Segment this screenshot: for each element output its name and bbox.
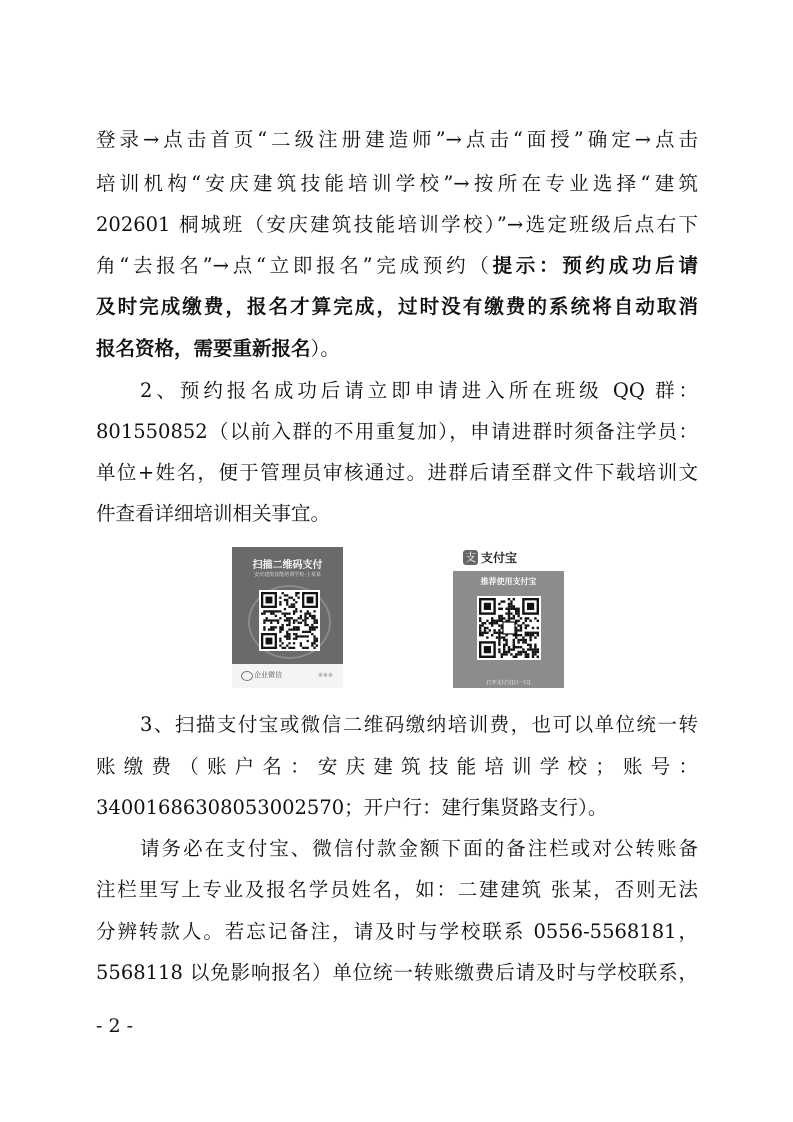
text-line-bold: 及时完成缴费，报名才算完成，过时没有缴费的系统将自动取消 <box>96 295 698 318</box>
text-line: 34001686308053002570；开户行：建行集贤路支行）。 <box>96 796 608 819</box>
hint-bold-run: 提示：预约成功后请 <box>492 254 698 277</box>
text-line: 分辨转款人。若忘记备注，请及时与学校联系 0556-5568181， <box>96 920 698 943</box>
wechat-footer-brand: 企业微信 <box>254 671 282 679</box>
page-number: - 2 - <box>96 1015 134 1037</box>
alipay-logo-icon: 支 <box>465 551 476 564</box>
text-line <box>96 251 698 281</box>
text-run: ）。 <box>310 337 340 360</box>
alipay-qr-title: 推荐使用支付宝 <box>480 577 537 586</box>
wechat-qr-card <box>232 547 343 688</box>
text-line: 注栏里写上专业及报名学员姓名，如：二建建筑 张某，否则无法 <box>96 878 698 901</box>
alipay-qr-code <box>477 596 541 660</box>
text-line: 件查看详细培训相关事宜。 <box>96 502 331 525</box>
text-line: 801550852（以前入群的不用重复加），申请进群时须备注学员： <box>96 420 698 443</box>
qr-code-icon <box>261 592 318 649</box>
alipay-qr-card <box>453 547 564 688</box>
text-line: 5568118 以免影响报名）单位统一转账缴费后请及时与学校联系， <box>96 961 698 984</box>
text-line: 2、预约报名成功后请立即申请进入所在班级 QQ 群： <box>140 379 698 402</box>
alipay-qr-panel <box>453 571 564 688</box>
text-line: 培训机构“安庆建筑技能培训学校”→按所在专业选择“建筑 <box>96 172 698 195</box>
wechat-qr-subtitle: 安庆建筑技能培训学校-士某某 <box>254 572 321 578</box>
text-line: 请务必在支付宝、微信付款金额下面的备注栏或对公转账备 <box>140 837 698 860</box>
wechat-footer-mark: ※※※ <box>317 672 333 679</box>
wechat-qr-footer <box>232 664 343 688</box>
alipay-brand: 支付宝 <box>481 551 518 565</box>
wechat-qr-code <box>259 590 320 651</box>
text-line: 账缴费（账户名：安庆建筑技能培训学校；账号： <box>96 755 698 778</box>
hint-bold-run: 报名资格，需要重新报名 <box>96 337 311 360</box>
text-line: 202601 桐城班（安庆建筑技能培训学校）”→选定班级后点右下 <box>96 213 698 236</box>
text-line: 3、扫描支付宝或微信二维码缴纳培训费，也可以单位统一转 <box>140 713 698 736</box>
qr-code-icon <box>479 598 539 658</box>
text-run: 角“去报名”→点“立即报名”完成预约（ <box>96 254 493 277</box>
wechat-qr-title: 扫描二维码支付 <box>252 560 323 571</box>
alipay-qr-footer: 打开支付宝[扫一扫] <box>486 680 531 686</box>
text-line: 登录→点击首页“二级注册建造师”→点击“面授”确定→点击 <box>96 128 698 151</box>
text-line <box>96 334 698 364</box>
text-line: 单位+姓名，便于管理员审核通过。进群后请至群文件下载培训文 <box>96 461 698 484</box>
wechat-work-logo-icon <box>241 671 253 681</box>
